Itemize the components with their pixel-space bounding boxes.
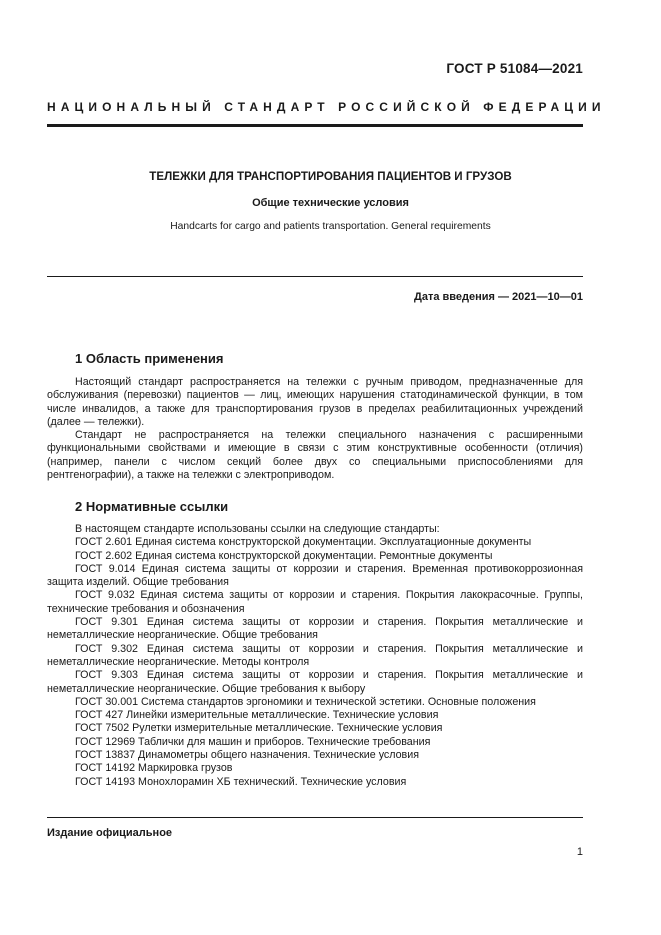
references-list <box>47 523 583 789</box>
page-number: 1 <box>576 846 583 858</box>
section-heading-references: 2 Нормативные ссылки <box>75 499 229 514</box>
list-item: ГОСТ 14192 Маркировка грузов <box>75 762 233 775</box>
list-item: ГОСТ 30.001 Система стандартов эргономики и технической эстетики. Основные положения <box>75 695 536 708</box>
list-item: ГОСТ 427 Линейки измерительные металлические. Технические условия <box>75 709 439 722</box>
scope-paragraph-1: Настоящий стандарт распространяется на тележки с ручным приводом, предназначенные для обслуживания (перевозки) пациентов — лиц, имеющих нарушения статодинамической функции, в том числе инвалидов, а также для транспортирования грузов в пределах реабилитационных учреждений (далее — тележки). <box>47 376 583 428</box>
document-title: ТЕЛЕЖКИ ДЛЯ ТРАНСПОРТИРОВАНИЯ ПАЦИЕНТОВ И ГРУЗОВ <box>149 170 512 183</box>
scope-paragraph-2: Стандарт не распространяется на тележки специального назначения с расширенными функциональными свойствами и имеющие в связи с этим конструктивные особенности (отличия) (например, панели с числом секций более двух со специальными приспособлениями для рентгенографии), а также на тележки с электроприводом. <box>47 429 583 481</box>
section-heading-scope: 1 Область применения <box>75 351 224 366</box>
header-divider <box>47 124 583 127</box>
list-item: ГОСТ 9.303 Единая система защиты от коррозии и старения. Покрытия металлические и неметаллические неорганические. Общие требования к выбору <box>47 669 583 695</box>
english-title: Handcarts for cargo and patients transportation. General requirements <box>170 221 491 232</box>
official-edition-label: Издание официальное <box>47 827 173 839</box>
list-item: ГОСТ 14193 Монохлорамин ХБ технический. Технические условия <box>75 775 407 788</box>
list-item: В настоящем стандарте использованы ссылки на следующие стандарты: <box>75 523 440 535</box>
list-item: ГОСТ 9.014 Единая система защиты от коррозии и старения. Временная противокоррозионная защита изделий. Общие требования <box>47 562 583 589</box>
list-item: ГОСТ 2.601 Единая система конструкторской документации. Эксплуатационные документы <box>75 536 532 549</box>
national-standard-banner: НАЦИОНАЛЬНЫЙ СТАНДАРТ РОССИЙСКОЙ ФЕДЕРАЦИИ <box>47 100 606 114</box>
list-item: ГОСТ 13837 Динамометры общего назначения. Технические условия <box>75 749 419 762</box>
list-item: ГОСТ 9.301 Единая система защиты от коррозии и старения. Покрытия металлические и неметаллические неорганические. Общие требования <box>47 616 583 642</box>
list-item: ГОСТ 9.302 Единая система защиты от коррозии и старения. Покрытия металлические и неметаллические неорганические. Методы контроля <box>47 642 583 668</box>
list-item: ГОСТ 12969 Таблички для машин и приборов. Технические требования <box>75 735 431 748</box>
list-item: ГОСТ 7502 Рулетки измерительные металлические. Технические условия <box>75 722 443 735</box>
introduction-date: Дата введения — 2021—10—01 <box>414 291 583 303</box>
document-subtitle: Общие технические условия <box>252 197 409 209</box>
footer-divider <box>47 817 583 818</box>
title-divider <box>47 276 583 277</box>
standard-number: ГОСТ Р 51084—2021 <box>446 61 583 76</box>
list-item: ГОСТ 9.032 Единая система защиты от коррозии и старения. Покрытия лакокрасочные. Группы, технические требования и обозначения <box>47 589 583 615</box>
list-item: ГОСТ 2.602 Единая система конструкторской документации. Ремонтные документы <box>75 549 493 562</box>
